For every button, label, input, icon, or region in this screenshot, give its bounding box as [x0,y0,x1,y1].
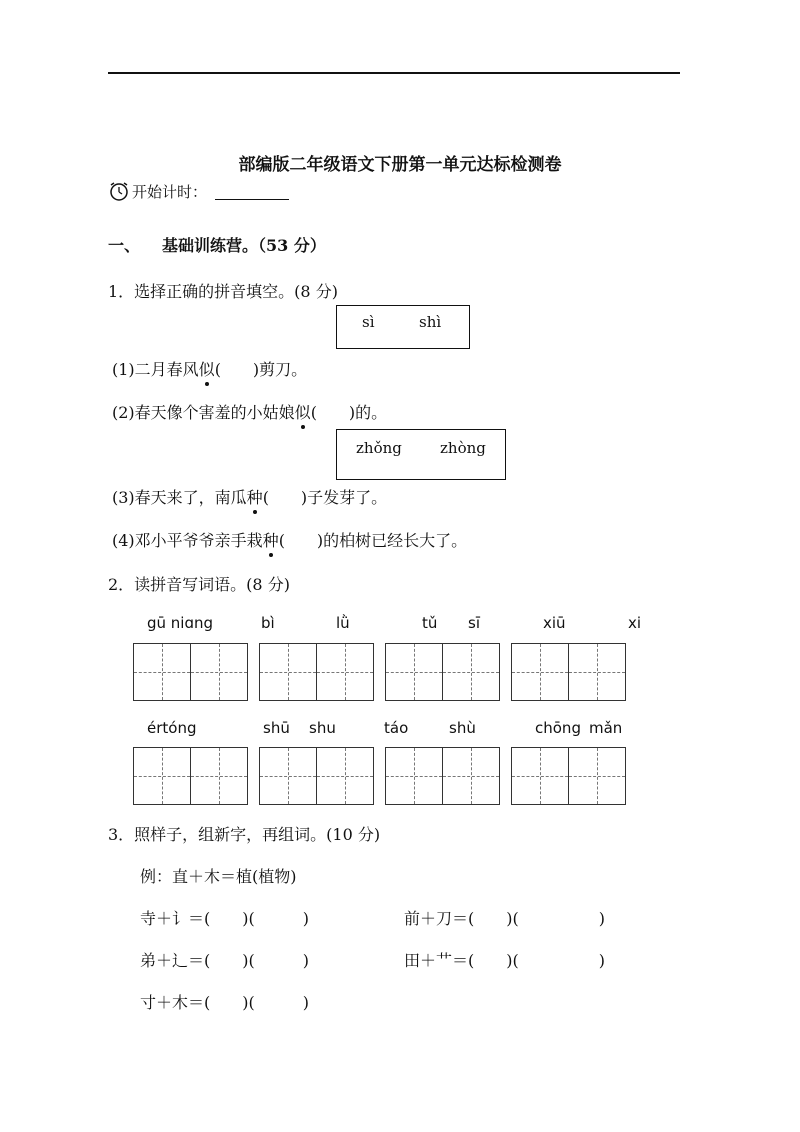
page-title: 部编版二年级语文下册第一单元达标检测卷 [238,155,562,175]
pinyin-option: zhǒng [356,439,402,457]
q2-prompt: 2．读拼音写词语。(8 分) [108,575,290,594]
q3-prompt: 3．照样子，组新字，再组词。(10 分) [108,825,381,844]
pinyin-option: sì [362,313,375,331]
writing-grid[interactable] [385,747,500,805]
item-text: (3)春天来了，南瓜 [112,488,247,507]
pinyin-label: sī [468,614,480,632]
q3-item[interactable]: 田＋艹＝( )( ) [404,951,605,970]
pinyin-choice-box-1 [336,305,470,349]
q3-item[interactable]: 弟＋辶＝( )( ) [140,951,309,970]
item-text: (2)春天像个害羞的小姑娘 [112,403,295,422]
pinyin-label: bì [261,614,275,632]
item-answer-text[interactable]: ( )的。 [310,403,388,422]
writing-grid[interactable] [385,643,500,701]
pinyin-choice-box-2 [336,429,506,480]
section-heading-1 [108,233,326,256]
item-answer-text[interactable]: ( )的柏树已经长大了。 [278,531,468,550]
dotted-char: 种 [246,488,263,507]
writing-grid[interactable] [511,643,626,701]
timer-row [108,180,289,202]
q3-item[interactable]: 寺＋讠＝( )( ) [140,909,309,928]
q3-example: 例：直＋木＝植(植物) [140,867,297,886]
pinyin-label: táo [384,719,409,737]
pinyin-label: értóng [147,719,197,737]
dotted-char: 似 [294,403,311,422]
q1-item-4 [112,528,467,551]
q1-item-2 [112,400,387,423]
item-answer-text[interactable]: ( )剪刀。 [214,360,308,379]
pinyin-label: shu [309,719,336,737]
writing-grid[interactable] [511,747,626,805]
dotted-char: 种 [262,531,279,550]
pinyin-label: gū niɑng [147,614,214,632]
clock-icon [108,180,130,202]
pinyin-label: mǎn [589,719,623,737]
writing-grid[interactable] [259,643,374,701]
q3-item[interactable]: 寸＋木＝( )( ) [140,993,309,1012]
pinyin-label: shū [263,719,290,737]
item-text: (4)邓小平爷爷亲手栽 [112,531,263,550]
item-text: (1)二月春风 [112,360,199,379]
pinyin-option: zhòng [440,439,486,457]
pinyin-label: xiū [543,614,566,632]
writing-grid[interactable] [133,643,248,701]
q1-item-1 [112,357,307,380]
dotted-char: 似 [198,360,215,379]
pinyin-label: shù [449,719,476,737]
header-rule [108,72,680,74]
pinyin-label: lǜ [336,614,350,632]
timer-label: 开始计时： [132,182,208,201]
item-answer-text[interactable]: ( )子发芽了。 [262,488,388,507]
q1-prompt: 1．选择正确的拼音填空。(8 分) [108,282,338,301]
q1-item-3 [112,485,387,508]
pinyin-label: xi [628,614,642,632]
pinyin-option: shì [419,313,442,331]
section-number: 一、 [108,236,141,255]
writing-grid[interactable] [133,747,248,805]
writing-grid[interactable] [259,747,374,805]
timer-blank[interactable] [215,183,289,200]
q3-item[interactable]: 前＋刀＝( )( ) [404,909,605,928]
section-label: 基础训练营。（53 分） [162,236,326,255]
pinyin-label: chōng [535,719,581,737]
pinyin-label: tǔ [422,614,438,632]
